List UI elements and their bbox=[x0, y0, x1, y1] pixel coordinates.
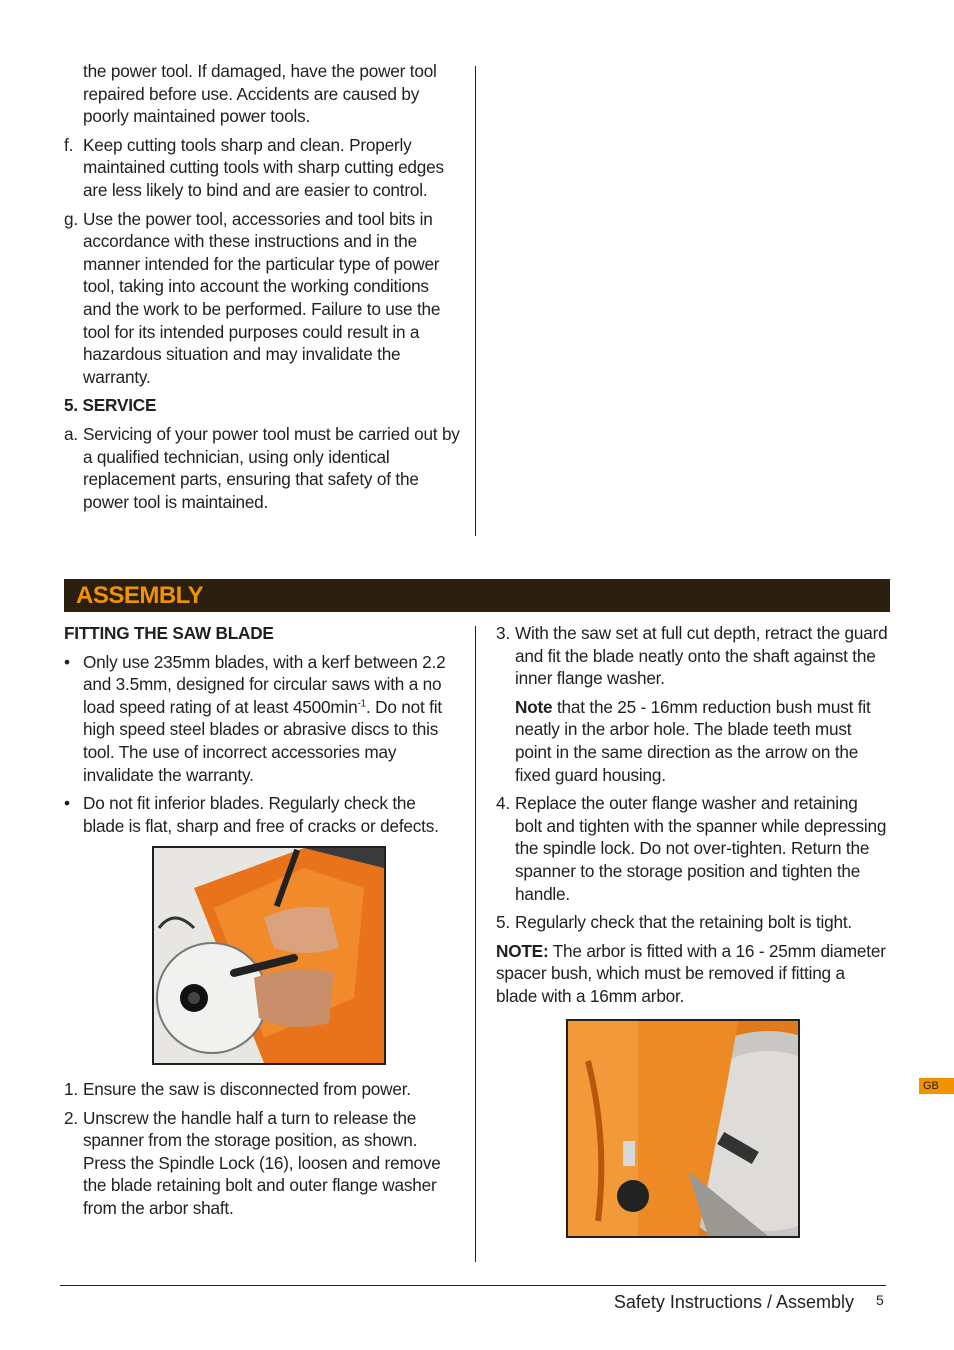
step-item-2 bbox=[64, 1107, 460, 1220]
step3-note bbox=[496, 696, 888, 786]
bullet-text: Only use 235mm blades, with a kerf between 2.2 and 3.5mm, designed for circular saws with a no load speed rating of at least $4500\min^{-1}$. Do not fit high speed steel blades or abrasive discs to this tool. The use of incorrect accessories may invalidate the warranty. bbox=[83, 651, 446, 785]
list-item-g bbox=[64, 208, 460, 389]
list-label: g. bbox=[64, 208, 78, 229]
fitting-subheading: FITTING THE SAW BLADE bbox=[64, 623, 274, 643]
page-number: 5 bbox=[876, 1292, 884, 1308]
list-text: Keep cutting tools sharp and clean. Properly maintained cutting tools with sharp cutting edges are less likely to bind and are easier to control. bbox=[83, 134, 444, 200]
step-text: With the saw set at full cut depth, retract the guard and fit the blade neatly onto the shaft against the inner flange washer. bbox=[515, 623, 888, 689]
column-divider-top bbox=[475, 66, 476, 536]
continued-paragraph: the power tool. If damaged, have the power tool repaired before use. Accidents are caused by poorly maintained power tools. bbox=[83, 61, 437, 127]
footer-divider bbox=[60, 1285, 886, 1286]
note-label: NOTE: bbox=[496, 940, 549, 961]
guard-photo-illustration bbox=[568, 1021, 798, 1236]
language-tab: GB bbox=[919, 1078, 954, 1094]
photo-spanner-removal bbox=[152, 846, 386, 1065]
superscript: -1 bbox=[357, 698, 366, 710]
photo-blade-guard bbox=[566, 1019, 800, 1238]
bullet-item bbox=[64, 651, 460, 787]
list-label: a. bbox=[64, 423, 78, 444]
step-label: 5. bbox=[496, 912, 510, 933]
step-label: 3. bbox=[496, 623, 510, 643]
step-item-4 bbox=[496, 792, 888, 905]
bullet-icon: • bbox=[64, 651, 70, 672]
section-banner bbox=[64, 579, 890, 612]
bullet-item bbox=[64, 792, 460, 837]
step-label: 4. bbox=[496, 793, 510, 814]
banner-title: ASSEMBLY bbox=[76, 582, 204, 609]
bullet-icon: • bbox=[64, 793, 70, 814]
step-label: 2. bbox=[64, 1107, 78, 1128]
column-divider-bottom bbox=[475, 626, 476, 1262]
list-label: f. bbox=[64, 134, 74, 155]
list-item-f bbox=[64, 134, 460, 202]
final-note bbox=[496, 940, 888, 1008]
assembly-left-steps bbox=[64, 1078, 460, 1226]
bullet-text: Do not fit inferior blades. Regularly check the blade is flat, sharp and free of cracks or defects. bbox=[83, 793, 439, 836]
list-text: Servicing of your power tool must be carried out by a qualified technician, using only identical replacement parts, ensuring that safety of the power tool is maintained. bbox=[83, 423, 460, 512]
step-text: Replace the outer flange washer and retaining bolt and tighten with the spanner while depressing the spindle lock. Do not over-tighten. Return the spanner to the storage position and tighten the handle. bbox=[515, 793, 887, 904]
footer-section-title: Safety Instructions / Assembly bbox=[613, 1292, 854, 1312]
note-text: The arbor is fitted with a 16 - 25mm diameter spacer bush, which must be removed if fitting a blade with a 16mm arbor. bbox=[496, 940, 886, 1006]
step-text: Unscrew the handle half a turn to release the spanner from the storage position, as shown. Press the Spindle Lock (16), loosen and remove the blade retaining bolt and outer flange washer from the arbor shaft. bbox=[83, 1107, 441, 1218]
step-item-5 bbox=[496, 911, 888, 934]
step-item-3 bbox=[496, 622, 888, 690]
top-left-column bbox=[64, 60, 460, 519]
list-text: Use the power tool, accessories and tool bits in accordance with these instructions and in the manner intended for the particular type of power tool, taking into account the working conditions and the work to be performed. Failure to use the tool for its intended purposes could result in a hazardous situation and may invalidate the warranty. bbox=[83, 208, 441, 387]
assembly-left-column bbox=[64, 622, 460, 843]
step-item-1 bbox=[64, 1078, 460, 1101]
assembly-right-column bbox=[496, 622, 888, 1014]
service-heading: 5. SERVICE bbox=[64, 395, 157, 416]
saw-photo-illustration bbox=[154, 848, 384, 1063]
list-item-service-a bbox=[64, 423, 460, 513]
step-text: Regularly check that the retaining bolt is tight. bbox=[515, 912, 853, 933]
note-label: Note bbox=[515, 696, 553, 717]
note-text: that the 25 - 16mm reduction bush must fit neatly in the arbor hole. The blade teeth must point in the same direction as the arrow on the fixed guard housing. bbox=[515, 696, 871, 785]
step-text: Ensure the saw is disconnected from power. bbox=[83, 1079, 411, 1099]
step-label: 1. bbox=[64, 1079, 78, 1099]
